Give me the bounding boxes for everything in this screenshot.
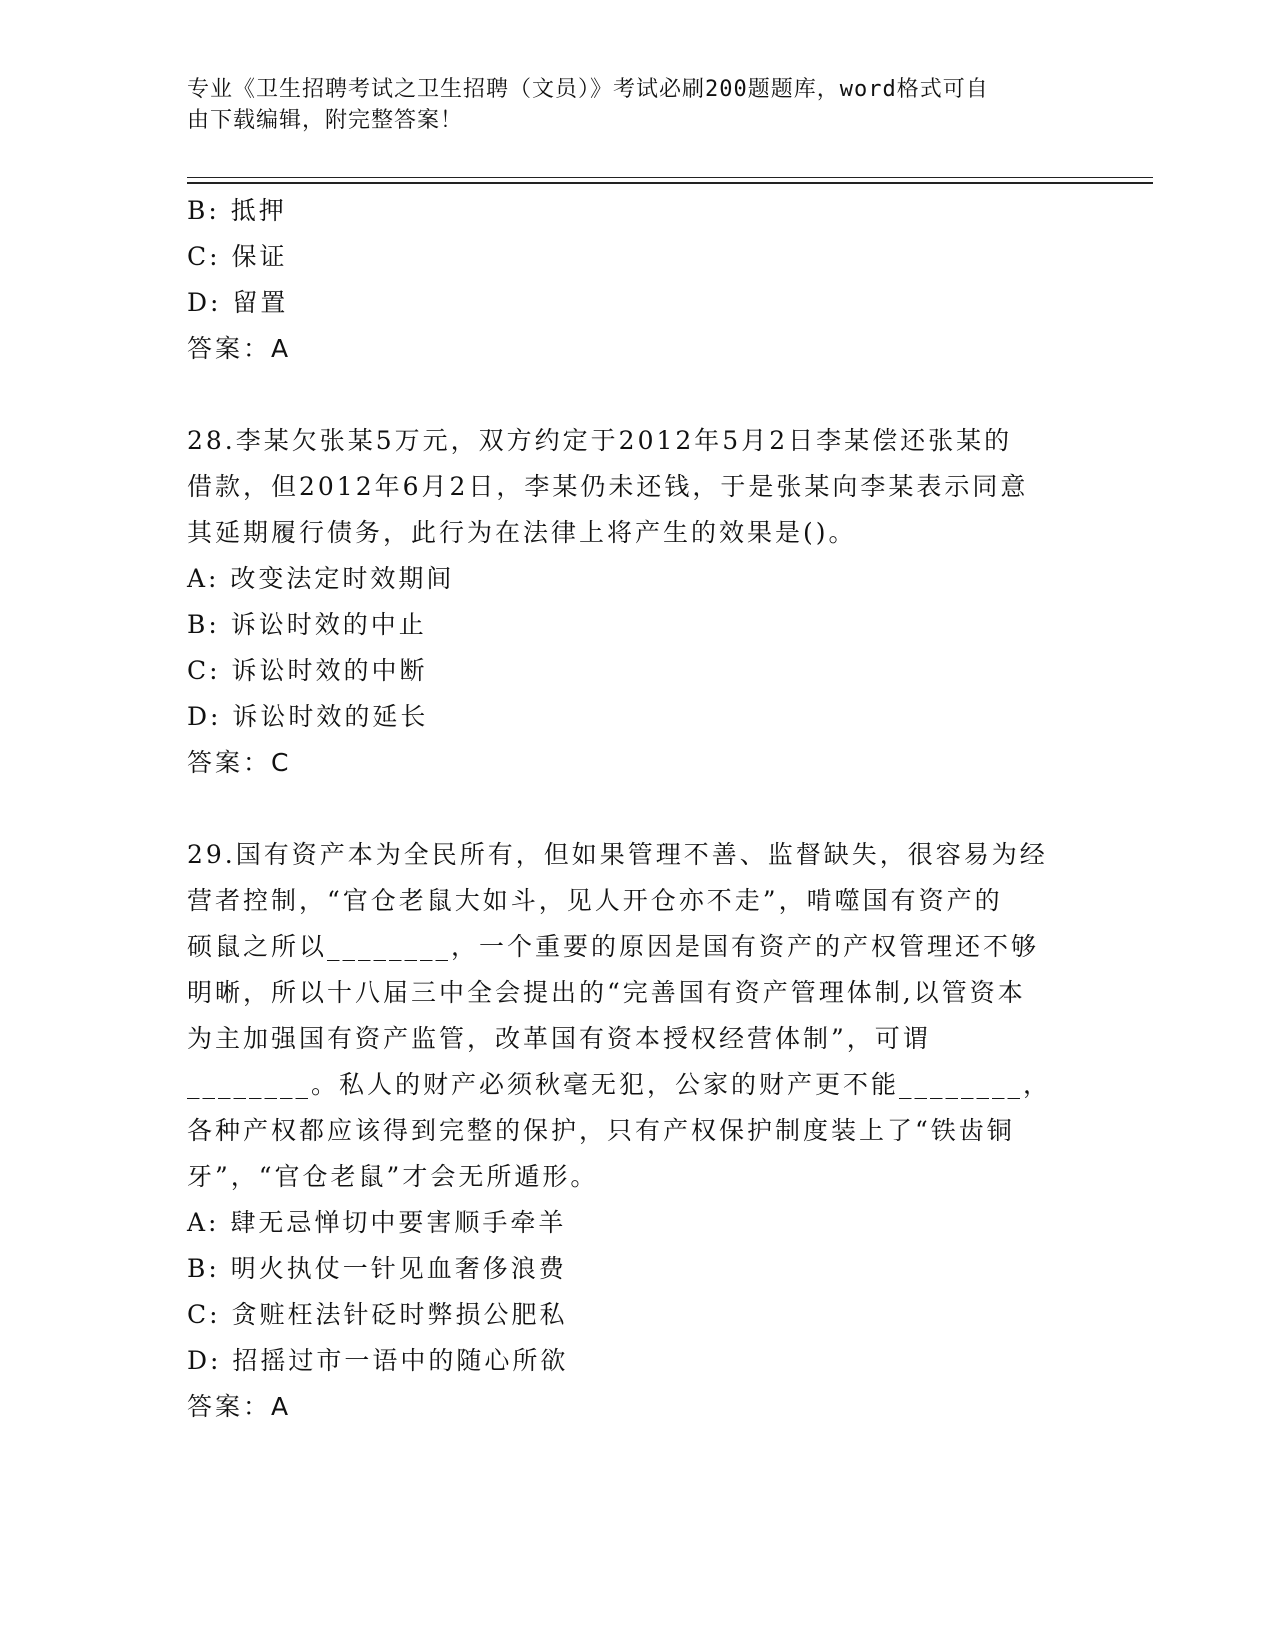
option-d: D: 留置 <box>187 288 289 317</box>
question-stem-line: 借款，但2012年6月2日，李某仍未还钱，于是张某向李某表示同意 <box>187 472 1029 501</box>
answer-line: 答案：A <box>187 1392 292 1421</box>
spacer <box>187 786 1087 832</box>
option-c: C: 贪赃枉法针砭时弊损公肥私 <box>187 1300 568 1329</box>
answer-line: 答案：A <box>187 334 292 363</box>
question-29 <box>187 832 1087 1430</box>
option-b: B: 抵押 <box>187 196 287 225</box>
question-stem-line: 为主加强国有资产监管，改革国有资本授权经营体制”，可谓 <box>187 1024 931 1053</box>
question-27-tail <box>187 188 1087 372</box>
option-b: B: 明火执仗一针见血奢侈浪费 <box>187 1254 567 1283</box>
header-line-1: 专业《卫生招聘考试之卫生招聘（文员）》考试必刷200题题库，word格式可自 <box>187 77 989 102</box>
question-stem-line: 硕鼠之所以________，一个重要的原因是国有资产的产权管理还不够 <box>187 932 1040 961</box>
header-divider-thick <box>187 182 1153 184</box>
question-stem-line: 明晰，所以十八届三中全会提出的“完善国有资产管理体制,以管资本 <box>187 978 1026 1007</box>
header-divider-thin <box>187 177 1153 178</box>
option-c: C: 保证 <box>187 242 288 271</box>
question-stem-line: 其延期履行债务，此行为在法律上将产生的效果是()。 <box>187 518 857 547</box>
answer-line: 答案：C <box>187 748 292 777</box>
question-stem-line: 各种产权都应该得到完整的保护，只有产权保护制度装上了“铁齿铜 <box>187 1116 1015 1145</box>
question-stem-line: 牙”，“官仓老鼠”才会无所遁形。 <box>187 1162 599 1191</box>
question-stem-line: 28.李某欠张某5万元，双方约定于2012年5月2日李某偿还张某的 <box>187 426 1013 455</box>
header-line-2: 由下载编辑，附完整答案！ <box>187 108 464 133</box>
question-28 <box>187 418 1087 786</box>
option-a: A: 肆无忌惮切中要害顺手牵羊 <box>187 1208 567 1237</box>
option-c: C: 诉讼时效的中断 <box>187 656 428 685</box>
question-stem-line: ________。私人的财产必须秋毫无犯，公家的财产更不能________， <box>187 1070 1052 1099</box>
option-b: B: 诉讼时效的中止 <box>187 610 427 639</box>
option-d: D: 招摇过市一语中的随心所欲 <box>187 1346 569 1375</box>
document-body <box>187 188 1087 1430</box>
option-a: A: 改变法定时效期间 <box>187 564 455 593</box>
question-stem-line: 29.国有资产本为全民所有，但如果管理不善、监督缺失，很容易为经 <box>187 840 1048 869</box>
question-stem-line: 营者控制，“官仓老鼠大如斗，见人开仓亦不走”，啃噬国有资产的 <box>187 886 1003 915</box>
option-d: D: 诉讼时效的延长 <box>187 702 429 731</box>
page-header <box>187 74 1087 136</box>
spacer <box>187 372 1087 418</box>
